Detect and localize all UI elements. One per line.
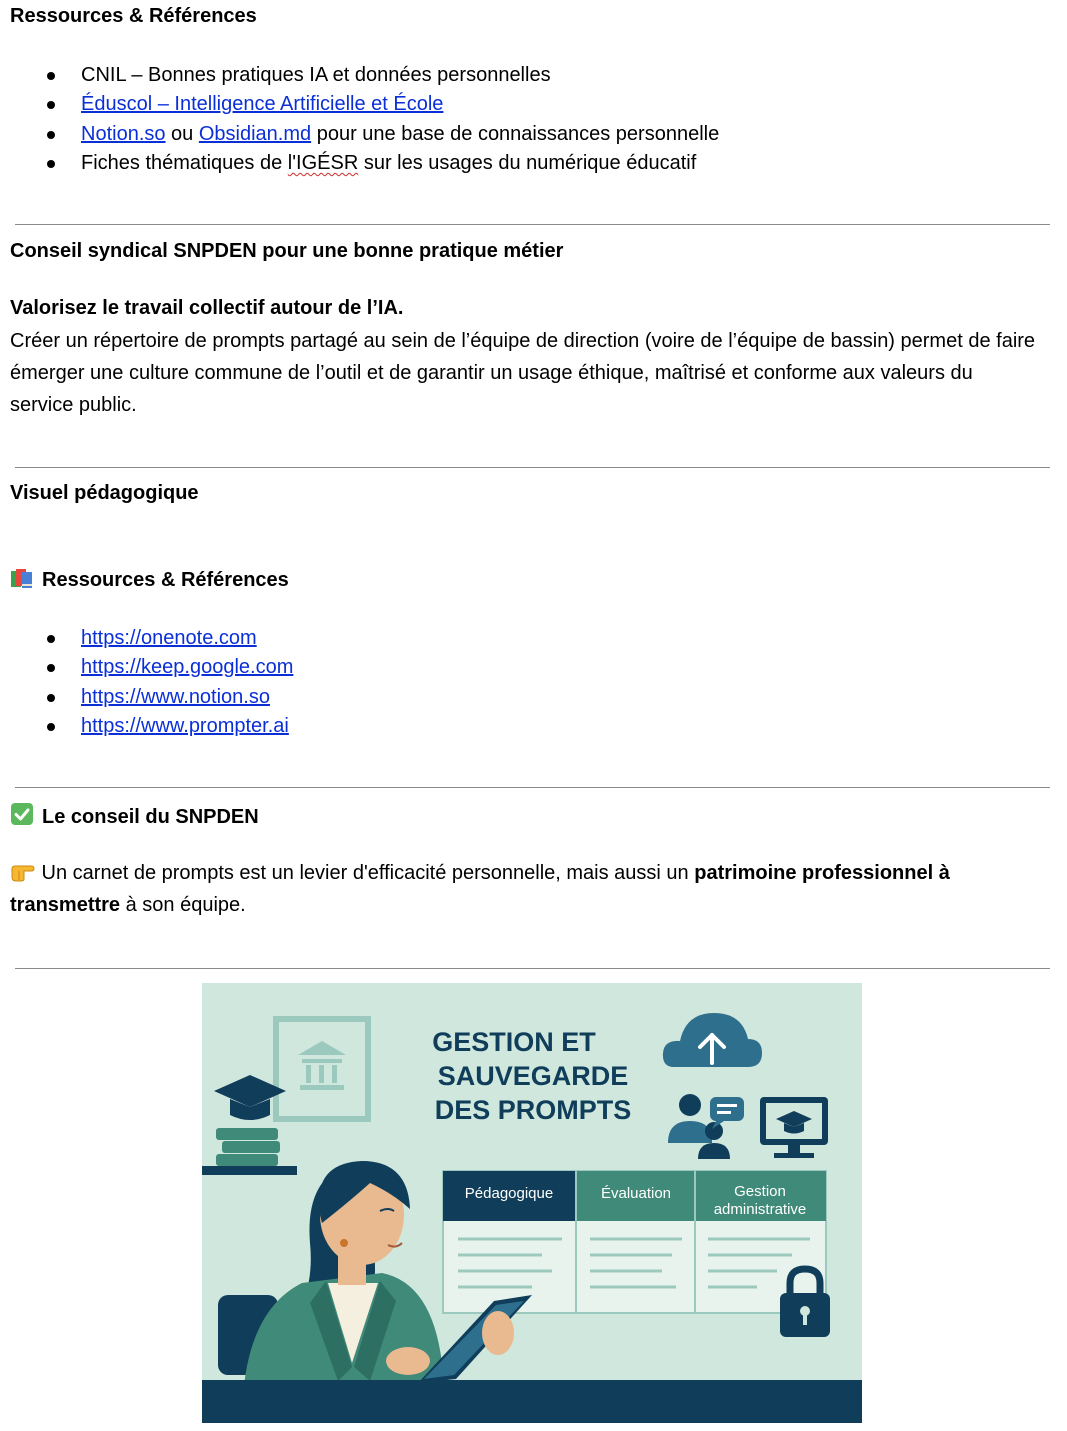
section-heading-conseil-snpden	[10, 802, 259, 829]
desk	[202, 1380, 862, 1423]
prompter-link[interactable]: https://www.prompter.ai	[81, 714, 289, 737]
carnet-text-post: à son équipe.	[120, 894, 246, 916]
books-icon	[10, 567, 34, 589]
list-item	[42, 712, 293, 741]
divider	[15, 787, 1050, 788]
kb-text: pour une base de connaissances personnelle	[311, 122, 720, 145]
table-header-gestion-line2: administrative	[713, 1201, 807, 1218]
notion-link[interactable]: Notion.so	[81, 122, 166, 145]
or-text: ou	[165, 122, 199, 145]
carnet-text-bold: patrimoine professionnel à transmettre	[10, 862, 950, 916]
eduscol-link[interactable]: Éduscol – Intelligence Artificielle et École	[81, 93, 444, 116]
section-heading-visuel: Visuel pédagogique	[10, 482, 199, 504]
section-heading-conseil-syndical: Conseil syndical SNPDEN pour une bonne pratique métier	[10, 240, 564, 262]
notion-url-link[interactable]: https://www.notion.so	[81, 685, 270, 708]
list-item	[42, 683, 293, 712]
infographic-title-line3: DES PROMPTS	[434, 1095, 632, 1125]
fiches-pre-text: Fiches thématiques de	[81, 151, 288, 174]
resources-2-title: Ressources & Références	[42, 569, 289, 591]
list-item	[42, 90, 719, 119]
section-heading-resources: Ressources & Références	[10, 5, 257, 27]
table-header-pedagogique: Pédagogique	[464, 1185, 554, 1202]
conseil-paragraph: Créer un répertoire de prompts partagé au sein de l’équipe de direction (voire de l’équipe de bassin) permet de faire émerger une culture commune de l’outil et de garantir un usage éthique, maîtrisé et conforme aux valeurs du service public.	[10, 330, 1036, 416]
infographic-title-line2: SAUVEGARDE	[437, 1061, 629, 1091]
carnet-text-pre: Un carnet de prompts est un levier d'efficacité personnelle, mais aussi un	[36, 862, 695, 884]
keep-link[interactable]: https://keep.google.com	[81, 656, 294, 679]
divider	[15, 968, 1050, 969]
links-list	[42, 624, 293, 741]
divider	[15, 467, 1050, 468]
list-item	[42, 653, 293, 682]
onenote-link[interactable]: https://onenote.com	[81, 627, 257, 649]
carnet-paragraph	[10, 857, 1037, 921]
list-item	[42, 61, 719, 90]
obsidian-link[interactable]: Obsidian.md	[198, 122, 312, 145]
list-item	[42, 624, 293, 653]
conseil-snpden-title: Le conseil du SNPDEN	[42, 806, 259, 828]
table-header-gestion-line1: Gestion	[734, 1183, 786, 1200]
section-subheading-collectif: Valorisez le travail collectif autour de l’IA.	[10, 297, 404, 319]
divider	[15, 224, 1050, 225]
table-header-evaluation: Évaluation	[600, 1185, 672, 1202]
cnil-text: CNIL – Bonnes pratiques IA et données personnelles	[81, 64, 551, 86]
fiches-post-text: sur les usages du numérique éducatif	[358, 151, 697, 174]
check-mark-icon	[10, 802, 34, 826]
infographic-image	[202, 983, 862, 1423]
list-item	[42, 120, 719, 149]
list-item	[42, 149, 719, 178]
section-heading-resources-2	[10, 567, 289, 592]
prompt-categories-table	[443, 1171, 826, 1313]
infographic-title-line1: GESTION ET	[432, 1027, 596, 1057]
resources-list	[42, 61, 719, 178]
igesr-text: l'IGÉSR	[287, 151, 359, 174]
pointing-hand-icon	[10, 860, 36, 882]
